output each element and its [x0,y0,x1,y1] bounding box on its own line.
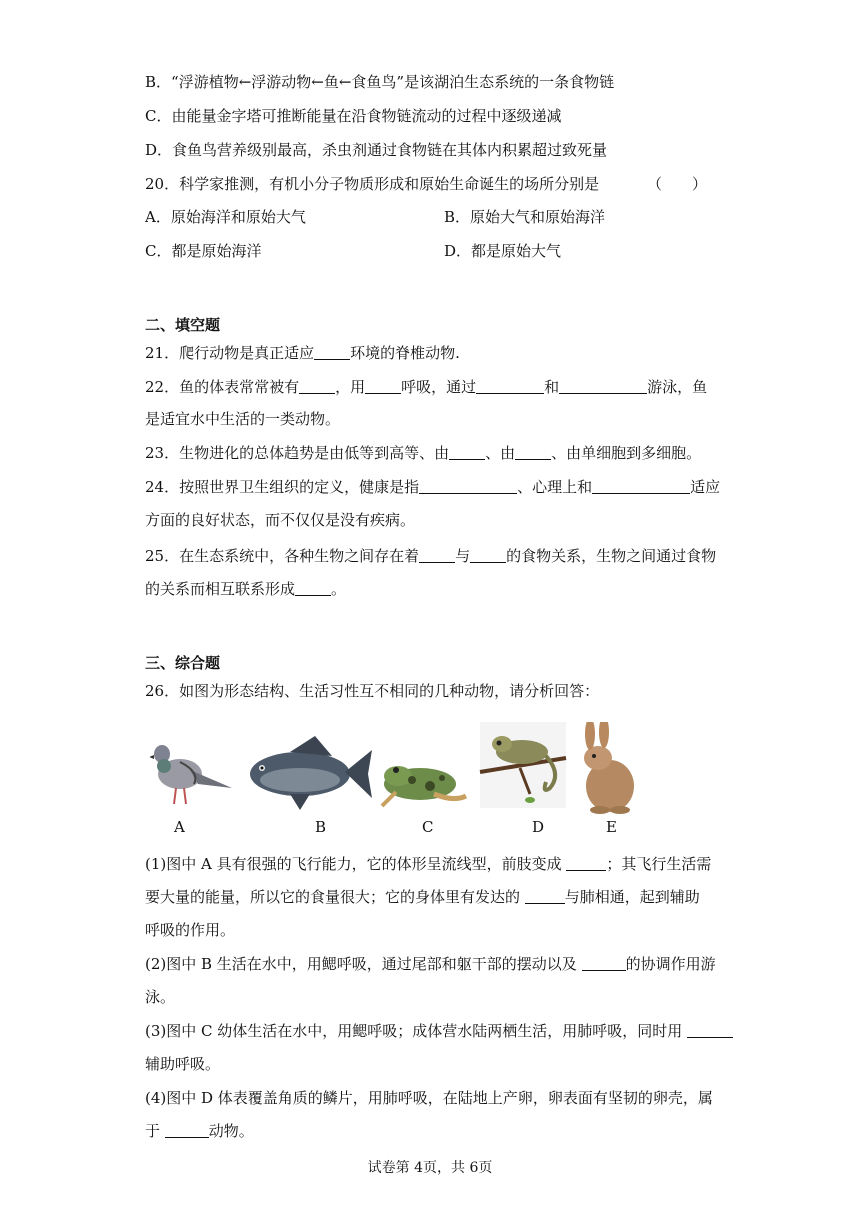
q23-blank-1[interactable] [449,444,485,460]
q21-text-b: 环境的脊椎动物. [350,344,460,362]
q20-stem [145,173,708,195]
q22-text-e: 游泳，鱼 [647,378,708,396]
q20-stem-text: 20．科学家推测，有机小分子物质形成和原始生命诞生的场所分别是 [145,175,600,193]
q23-text-b: 、由 [485,444,516,462]
q20-option-c: C．都是原始海洋 [145,242,262,260]
q24-blank-2[interactable] [592,478,690,494]
q22-text-c: 呼吸，通过 [401,378,477,396]
q25-blank-3[interactable] [295,580,331,596]
q26-p1-text-d: 与肺相通，起到辅助 [564,888,700,906]
q23-text-c: 、由单细胞到多细胞。 [551,444,702,462]
q26-p1-text-a: (1)图中 A 具有很强的飞行能力，它的体形呈流线型，前肢变成 [145,855,567,873]
q26-p1-blank-1[interactable] [566,855,606,871]
q23 [145,442,701,464]
q22-text-b: ，用 [335,378,366,396]
q25-text-b: 与 [455,547,471,565]
figure-label-b: B [315,818,327,836]
q22-blank-1[interactable] [299,378,335,394]
q20-option-a: A．原始海洋和原始大气 [145,208,306,226]
q20-option-b: B．原始大气和原始海洋 [444,208,606,226]
q25-text-c: 的食物关系，生物之间通过食物 [506,547,717,565]
q26-p4-line1: (4)图中 D 体表覆盖角质的鳞片，用肺呼吸，在陆地上产卵，卵表面有坚韧的卵壳，属 [145,1089,713,1107]
q26-p3-line2: 辅助呼吸。 [145,1055,221,1073]
section-fill-in-title: 二、填空题 [145,316,221,334]
q22-blank-4[interactable] [559,378,647,394]
q25-line1 [145,545,716,567]
q25-text-e: 。 [331,580,347,598]
q24-text-c: 适应 [690,478,721,496]
q23-blank-2[interactable] [515,444,551,460]
q21-text-a: 21．爬行动物是真正适应 [145,344,315,362]
q26-p2-text-a: (2)图中 B 生活在水中，用鳃呼吸，通过尾部和躯干部的摆动以及 [145,955,582,973]
q26-p1-line1 [145,853,711,875]
q26-p2-line1 [145,953,716,975]
q25-text-a: 25．在生态系统中，各种生物之间存在着 [145,547,420,565]
q26-p2-line2: 泳。 [145,988,176,1006]
q24-text-a: 24．按照世界卫生组织的定义，健康是指 [145,478,420,496]
pigeon-image [150,745,232,804]
q26-p2-blank-1[interactable] [582,955,626,971]
q26-p4-text-b: 于 [145,1122,165,1140]
q23-text-a: 23．生物进化的总体趋势是由低等到高等、由 [145,444,450,462]
section-comprehensive-title: 三、综合题 [145,654,221,672]
q26-p1-text-c: 要大量的能量，所以它的食量很大；它的身体里有发达的 [145,888,525,906]
q19-option-b: B．“浮游植物←浮游动物←鱼←食鱼鸟”是该湖泊生态系统的一条食物链 [145,73,615,91]
q26-p3-line1 [145,1020,733,1042]
q20-option-d: D．都是原始大气 [444,242,562,260]
rabbit-image [584,722,634,814]
q26-p1-blank-2[interactable] [525,888,565,904]
q25-blank-1[interactable] [419,547,455,563]
figure-label-e: E [606,818,617,836]
q22-line2: 是适宜水中生活的一类动物。 [145,410,341,428]
q26-p1-line3: 呼吸的作用。 [145,921,236,939]
q21-blank-1[interactable] [314,344,350,360]
q24-line1 [145,476,720,498]
q26-p1-line2 [145,886,700,908]
q25-blank-2[interactable] [470,547,506,563]
q26-p4-text-c: 动物。 [208,1122,254,1140]
q26-p4-blank-1[interactable] [165,1122,209,1138]
animals-figure [150,722,650,837]
q19-option-d: D．食鱼鸟营养级别最高，杀虫剂通过食物链在其体内积累超过致死量 [145,141,608,159]
q25-line2 [145,578,346,600]
q22-blank-3[interactable] [476,378,544,394]
frog-image [382,766,466,806]
q26-p3-text-a: (3)图中 C 幼体生活在水中，用鳃呼吸；成体营水陆两栖生活，用肺呼吸，同时用 [145,1022,688,1040]
q26-p3-blank-1[interactable] [687,1022,733,1038]
chameleon-image [480,722,566,808]
q24-text-b: 、心理上和 [517,478,593,496]
q26-stem: 26．如图为形态结构、生活习性互不相同的几种动物，请分析回答： [145,682,600,700]
q21 [145,342,460,364]
q19-option-c: C．由能量金字塔可推断能量在沿食物链流动的过程中逐级递减 [145,107,562,125]
figure-label-c: C [422,818,434,836]
q20-answer-paren: （ ） [647,175,708,193]
page-footer: 试卷第 4页，共 6页 [367,1160,493,1176]
q22-line1 [145,376,707,398]
q22-text-a: 22．鱼的体表常常被有 [145,378,300,396]
figure-label-a: A [174,818,185,836]
q26-p4-line2 [145,1120,254,1142]
q22-blank-2[interactable] [365,378,401,394]
carp-image [250,736,372,810]
q26-p1-text-b: ；其飞行生活需 [606,855,712,873]
q26-p2-text-b: 的协调作用游 [625,955,716,973]
q25-text-d: 的关系而相互联系形成 [145,580,296,598]
figure-label-d: D [532,818,545,836]
q22-text-d: 和 [544,378,560,396]
q24-blank-1[interactable] [419,478,517,494]
q24-line2: 方面的良好状态，而不仅仅是没有疾病。 [145,511,416,529]
